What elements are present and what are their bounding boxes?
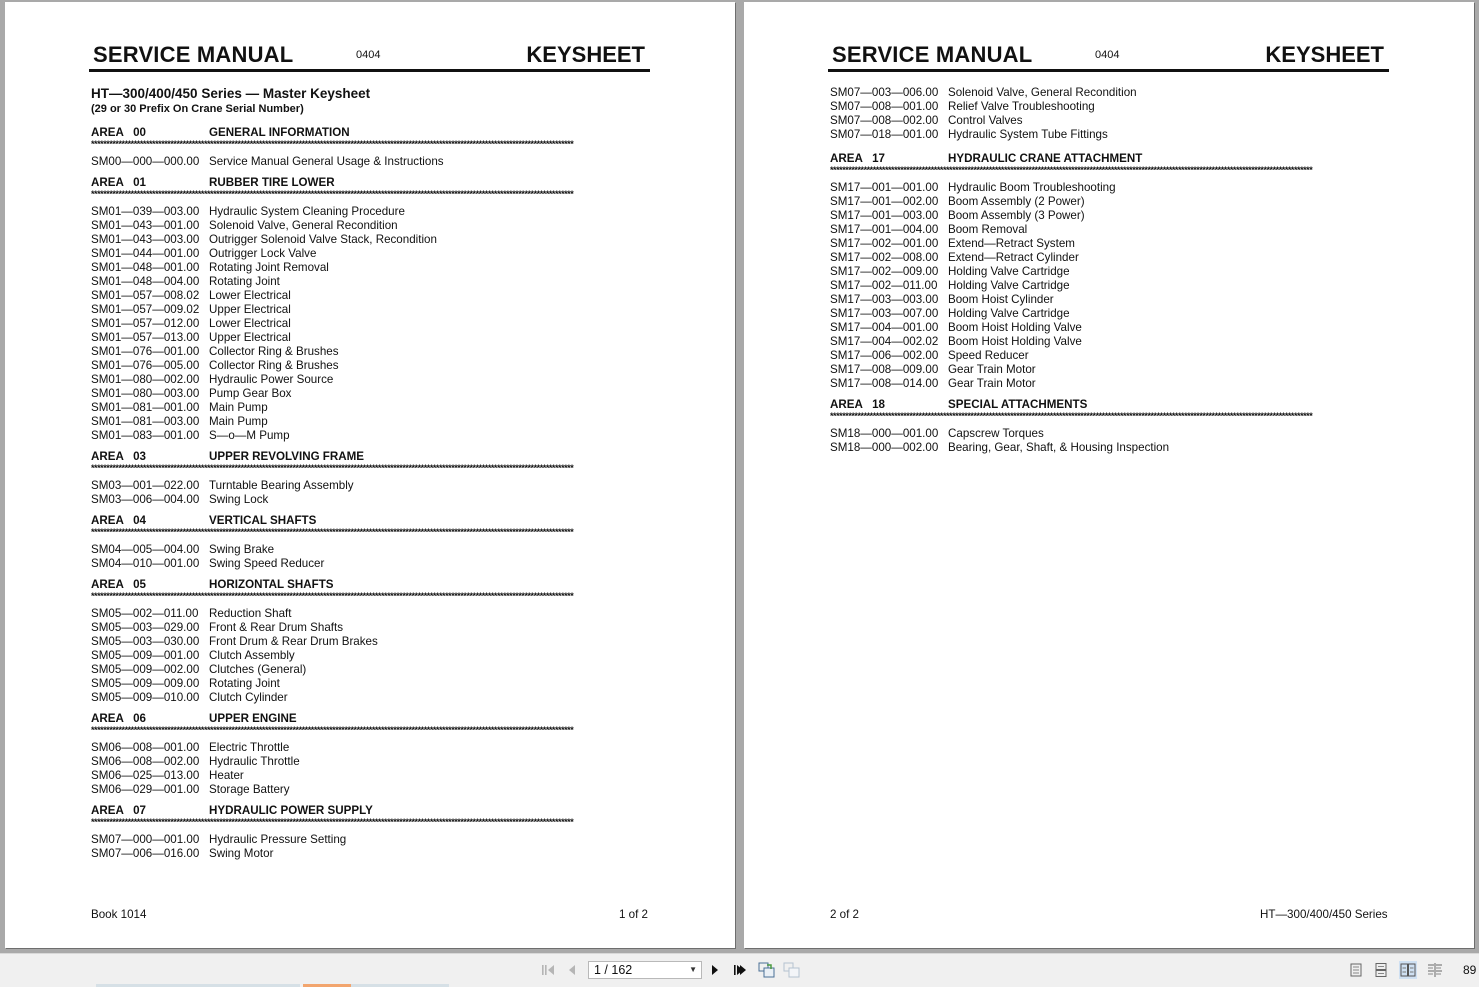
entry-code: SM07—003—006.00	[830, 86, 939, 99]
area-name: SPECIAL ATTACHMENTS	[948, 398, 1088, 411]
entry-code: SM01—039—003.00	[91, 205, 200, 218]
entry-code: SM17—004—002.02	[830, 335, 939, 348]
keysheet-entry	[830, 100, 1390, 114]
entry-title: Heater	[209, 769, 244, 782]
area-heading	[91, 804, 651, 818]
keysheet-entry	[91, 415, 651, 429]
asterisk-divider: **************************************************************************************************************************************************************	[91, 464, 574, 473]
entry-title: Clutches (General)	[209, 663, 307, 676]
keysheet-entry	[91, 373, 651, 387]
asterisk-divider: **************************************************************************************************************************************************************	[91, 140, 574, 149]
entry-code: SM17—001—003.00	[830, 209, 939, 222]
keysheet-entry	[91, 479, 651, 493]
header-service-manual: SERVICE MANUAL	[832, 42, 1033, 67]
asterisk-divider: **************************************************************************************************************************************************************	[830, 412, 1313, 421]
entry-title: Hydraulic Throttle	[209, 755, 300, 768]
entry-title: Speed Reducer	[948, 349, 1029, 362]
pdf-page-1	[5, 2, 735, 948]
entry-title: Rotating Joint	[209, 677, 280, 690]
entry-code: SM05—003—030.00	[91, 635, 200, 648]
entry-title: Control Valves	[948, 114, 1023, 127]
entry-title: Hydraulic Power Source	[209, 373, 334, 386]
next-view-icon[interactable]	[783, 962, 801, 978]
entry-title: Boom Hoist Holding Valve	[948, 335, 1082, 348]
entry-title: Clutch Assembly	[209, 649, 295, 662]
entry-title: Bearing, Gear, Shaft, & Housing Inspection	[948, 441, 1170, 454]
keysheet-entry	[830, 349, 1390, 363]
entry-code: SM01—076—005.00	[91, 359, 200, 372]
entry-title: Front Drum & Rear Drum Brakes	[209, 635, 378, 648]
pdf-page-2	[744, 2, 1474, 948]
entry-title: Gear Train Motor	[948, 377, 1036, 390]
area-section	[91, 712, 651, 797]
keysheet-entry	[830, 363, 1390, 377]
area-section	[830, 398, 1390, 455]
entry-code: SM01—080—003.00	[91, 387, 200, 400]
entry-code: SM01—076—001.00	[91, 345, 200, 358]
entry-title: Boom Assembly (3 Power)	[948, 209, 1085, 222]
keysheet-entry	[830, 427, 1390, 441]
keysheet-entry	[91, 607, 651, 621]
entry-code: SM07—018—001.00	[830, 128, 939, 141]
entry-title: Extend—Retract Cylinder	[948, 251, 1079, 264]
entry-code: SM05—009—010.00	[91, 691, 200, 704]
entry-code: SM01—043—003.00	[91, 233, 200, 246]
entry-title: Boom Hoist Holding Valve	[948, 321, 1082, 334]
asterisk-divider: **************************************************************************************************************************************************************	[91, 190, 574, 199]
entry-title: Front & Rear Drum Shafts	[209, 621, 344, 634]
entry-title: Relief Valve Troubleshooting	[948, 100, 1095, 113]
entry-title: Turntable Bearing Assembly	[209, 479, 354, 492]
entry-title: Swing Lock	[209, 493, 269, 506]
entry-code: SM00—000—000.00	[91, 155, 200, 168]
keysheet-entry	[830, 293, 1390, 307]
entry-code: SM17—006—002.00	[830, 349, 939, 362]
keysheet-entry	[830, 279, 1390, 293]
keysheet-entry	[91, 543, 651, 557]
entry-title: Hydraulic Pressure Setting	[209, 833, 347, 846]
area-section	[91, 804, 651, 861]
entry-title: Holding Valve Cartridge	[948, 265, 1070, 278]
continued-items	[830, 86, 1390, 142]
entry-code: SM17—002—008.00	[830, 251, 939, 264]
keysheet-entry	[91, 331, 651, 345]
entry-code: SM06—008—002.00	[91, 755, 200, 768]
area-section	[91, 514, 651, 571]
area-heading	[830, 398, 1390, 412]
area-number: AREA 01	[91, 176, 146, 189]
area-number: AREA 07	[91, 804, 146, 817]
area-number: AREA 17	[830, 152, 885, 165]
area-number: AREA 05	[91, 578, 146, 591]
keysheet-entry	[91, 429, 651, 443]
page-2-content	[830, 86, 1390, 462]
asterisk-divider: **************************************************************************************************************************************************************	[91, 726, 574, 735]
entry-title: Collector Ring & Brushes	[209, 345, 339, 358]
entry-title: Hydraulic System Cleaning Procedure	[209, 205, 405, 218]
entry-code: SM17—002—009.00	[830, 265, 939, 278]
entry-title: Lower Electrical	[209, 289, 291, 302]
entry-title: Solenoid Valve, General Recondition	[209, 219, 398, 232]
entry-code: SM07—006—016.00	[91, 847, 200, 860]
entry-title: Rotating Joint	[209, 275, 280, 288]
footer-page-number: 2 of 2	[830, 908, 860, 921]
keysheet-entry	[830, 265, 1390, 279]
keysheet-entry	[830, 441, 1390, 455]
area-number: AREA 00	[91, 126, 146, 139]
area-heading	[91, 578, 651, 592]
keysheet-entry	[91, 847, 651, 861]
single-page-view-icon[interactable]	[1347, 961, 1365, 979]
entry-code: SM06—029—001.00	[91, 783, 200, 796]
entry-code: SM05—003—029.00	[91, 621, 200, 634]
entry-code: SM01—044—001.00	[91, 247, 200, 260]
footer-page-number: 1 of 2	[619, 908, 649, 921]
keysheet-entry	[91, 755, 651, 769]
entry-title: Clutch Cylinder	[209, 691, 288, 704]
entry-title: Upper Electrical	[209, 331, 291, 344]
entry-title: Outrigger Solenoid Valve Stack, Recondition	[209, 233, 437, 246]
page-header	[89, 42, 650, 72]
keysheet-entry	[91, 621, 651, 635]
area-name: GENERAL INFORMATION	[209, 126, 350, 139]
entry-code: SM04—005—004.00	[91, 543, 200, 556]
document-title: HT—300/400/450 Series — Master Keysheet	[91, 86, 371, 101]
entry-code: SM01—057—008.02	[91, 289, 200, 302]
entry-title: Upper Electrical	[209, 303, 291, 316]
previous-view-icon[interactable]	[758, 962, 776, 978]
keysheet-entry	[91, 205, 651, 219]
entry-code: SM01—048—004.00	[91, 275, 200, 288]
keysheet-entry	[830, 307, 1390, 321]
asterisk-divider: **************************************************************************************************************************************************************	[91, 592, 574, 601]
area-name: HORIZONTAL SHAFTS	[209, 578, 334, 591]
keysheet-entry	[830, 114, 1390, 128]
entry-code: SM07—008—002.00	[830, 114, 939, 127]
first-page-icon[interactable]	[540, 962, 556, 978]
keysheet-entry	[830, 181, 1390, 195]
header-code: 0404	[1095, 49, 1120, 61]
entry-title: Holding Valve Cartridge	[948, 279, 1070, 292]
keysheet-entry	[830, 251, 1390, 265]
entry-code: SM06—008—001.00	[91, 741, 200, 754]
area-section	[91, 176, 651, 443]
area-heading	[91, 514, 651, 528]
asterisk-divider: **************************************************************************************************************************************************************	[91, 818, 574, 827]
entry-code: SM01—057—013.00	[91, 331, 200, 344]
area-list	[91, 126, 651, 861]
entry-title: Solenoid Valve, General Recondition	[948, 86, 1137, 99]
keysheet-entry	[830, 209, 1390, 223]
page-header	[828, 42, 1389, 72]
entry-code: SM01—057—009.02	[91, 303, 200, 316]
area-name: UPPER REVOLVING FRAME	[209, 450, 365, 463]
keysheet-entry	[91, 345, 651, 359]
area-heading	[830, 152, 1390, 166]
area-heading	[91, 126, 651, 140]
area-heading	[91, 450, 651, 464]
entry-title: Storage Battery	[209, 783, 290, 796]
area-list	[830, 152, 1390, 455]
entry-title: Main Pump	[209, 401, 268, 414]
asterisk-divider: **************************************************************************************************************************************************************	[91, 528, 574, 537]
header-code: 0404	[356, 49, 381, 61]
keysheet-entry	[91, 691, 651, 705]
entry-code: SM05—009—001.00	[91, 649, 200, 662]
keysheet-entry	[91, 303, 651, 317]
entry-code: SM03—006—004.00	[91, 493, 200, 506]
entry-title: Swing Motor	[209, 847, 274, 860]
keysheet-entry	[91, 649, 651, 663]
entry-code: SM05—002—011.00	[91, 607, 199, 620]
keysheet-entry	[830, 237, 1390, 251]
entry-code: SM17—008—009.00	[830, 363, 939, 376]
entry-title: Gear Train Motor	[948, 363, 1036, 376]
entry-code: SM05—009—002.00	[91, 663, 200, 676]
keysheet-entry	[91, 833, 651, 847]
keysheet-entry	[91, 289, 651, 303]
entry-code: SM17—002—011.00	[830, 279, 938, 292]
keysheet-entry	[91, 387, 651, 401]
entry-title: Hydraulic System Tube Fittings	[948, 128, 1108, 141]
keysheet-entry	[91, 219, 651, 233]
keysheet-entry	[91, 677, 651, 691]
entry-code: SM01—081—001.00	[91, 401, 200, 414]
area-section	[830, 152, 1390, 391]
entry-title: Collector Ring & Brushes	[209, 359, 339, 372]
entry-code: SM03—001—022.00	[91, 479, 200, 492]
footer-book: Book 1014	[91, 908, 147, 921]
entry-code: SM17—002—001.00	[830, 237, 939, 250]
entry-title: Extend—Retract System	[948, 237, 1075, 250]
page-number-value: 1 / 162	[594, 963, 633, 977]
entry-code: SM17—008—014.00	[830, 377, 939, 390]
keysheet-entry	[91, 275, 651, 289]
entry-code: SM18—000—002.00	[830, 441, 939, 454]
entry-title: Main Pump	[209, 415, 268, 428]
keysheet-entry	[91, 233, 651, 247]
entry-code: SM01—080—002.00	[91, 373, 200, 386]
continuous-facing-view-icon[interactable]	[1426, 961, 1444, 979]
keysheet-entry	[830, 195, 1390, 209]
entry-title: Outrigger Lock Valve	[209, 247, 317, 260]
keysheet-entry	[91, 359, 651, 373]
last-page-icon[interactable]	[732, 962, 748, 978]
entry-title: Lower Electrical	[209, 317, 291, 330]
area-number: AREA 18	[830, 398, 885, 411]
area-number: AREA 03	[91, 450, 146, 463]
asterisk-divider: **************************************************************************************************************************************************************	[830, 166, 1313, 175]
entry-title: Capscrew Torques	[948, 427, 1044, 440]
keysheet-entry	[91, 401, 651, 415]
keysheet-entry	[91, 317, 651, 331]
entry-code: SM17—001—001.00	[830, 181, 939, 194]
area-number: AREA 04	[91, 514, 146, 527]
entry-title: Boom Removal	[948, 223, 1028, 236]
keysheet-entry	[830, 377, 1390, 391]
entry-title: Hydraulic Boom Troubleshooting	[948, 181, 1116, 194]
area-name: RUBBER TIRE LOWER	[209, 176, 335, 189]
entry-code: SM04—010—001.00	[91, 557, 200, 570]
keysheet-entry	[91, 741, 651, 755]
entry-code: SM05—009—009.00	[91, 677, 200, 690]
entry-code: SM18—000—001.00	[830, 427, 939, 440]
document-subtitle: (29 or 30 Prefix On Crane Serial Number)	[91, 103, 304, 115]
entry-title: Boom Assembly (2 Power)	[948, 195, 1085, 208]
header-service-manual: SERVICE MANUAL	[93, 42, 294, 67]
previous-page-icon[interactable]	[565, 962, 579, 978]
keysheet-entry	[91, 155, 651, 169]
entry-title: Swing Speed Reducer	[209, 557, 325, 570]
entry-code: SM06—025—013.00	[91, 769, 200, 782]
area-name: HYDRAULIC CRANE ATTACHMENT	[948, 152, 1143, 165]
keysheet-entry	[91, 769, 651, 783]
header-keysheet: KEYSHEET	[526, 42, 645, 67]
entry-code: SM17—003—003.00	[830, 293, 939, 306]
area-section	[91, 126, 651, 169]
zoom-level[interactable]: 89	[1463, 963, 1477, 977]
page-number-field[interactable]	[588, 961, 702, 979]
entry-code: SM01—083—001.00	[91, 429, 200, 442]
keysheet-entry	[830, 321, 1390, 335]
next-page-icon[interactable]	[708, 962, 722, 978]
area-name: UPPER ENGINE	[209, 712, 297, 725]
keysheet-entry	[830, 128, 1390, 142]
entry-code: SM01—043—001.00	[91, 219, 200, 232]
entry-code: SM01—057—012.00	[91, 317, 200, 330]
keysheet-entry	[91, 261, 651, 275]
keysheet-entry	[91, 635, 651, 649]
entry-title: Boom Hoist Cylinder	[948, 293, 1054, 306]
header-keysheet: KEYSHEET	[1265, 42, 1384, 67]
entry-code: SM07—000—001.00	[91, 833, 200, 846]
entry-code: SM01—081—003.00	[91, 415, 200, 428]
entry-code: SM17—001—004.00	[830, 223, 939, 236]
entry-title: Electric Throttle	[209, 741, 290, 754]
entry-code: SM17—001—002.00	[830, 195, 939, 208]
entry-title: Swing Brake	[209, 543, 275, 556]
entry-code: SM17—003—007.00	[830, 307, 939, 320]
entry-title: S—o—M Pump	[209, 429, 290, 442]
viewer-toolbar	[0, 953, 1479, 987]
entry-code: SM01—048—001.00	[91, 261, 200, 274]
footer-series: HT—300/400/450 Series	[1260, 908, 1388, 921]
chevron-down-icon[interactable]: ▼	[689, 965, 697, 974]
continuous-view-icon[interactable]	[1372, 961, 1390, 979]
page-1-content	[91, 86, 651, 868]
entry-title: Holding Valve Cartridge	[948, 307, 1070, 320]
area-heading	[91, 176, 651, 190]
entry-code: SM17—004—001.00	[830, 321, 939, 334]
entry-title: Pump Gear Box	[209, 387, 292, 400]
area-section	[91, 578, 651, 705]
keysheet-entry	[830, 223, 1390, 237]
entry-code: SM07—008—001.00	[830, 100, 939, 113]
area-heading	[91, 712, 651, 726]
keysheet-entry	[91, 783, 651, 797]
keysheet-entry	[91, 493, 651, 507]
entry-title: Rotating Joint Removal	[209, 261, 329, 274]
keysheet-entry	[830, 335, 1390, 349]
area-name: HYDRAULIC POWER SUPPLY	[209, 804, 373, 817]
entry-title: Service Manual General Usage & Instructions	[209, 155, 444, 168]
keysheet-entry	[830, 86, 1390, 100]
facing-pages-view-icon[interactable]	[1399, 961, 1417, 979]
area-name: VERTICAL SHAFTS	[209, 514, 317, 527]
keysheet-entry	[91, 557, 651, 571]
area-number: AREA 06	[91, 712, 146, 725]
keysheet-entry	[91, 247, 651, 261]
keysheet-entry	[91, 663, 651, 677]
area-section	[91, 450, 651, 507]
entry-title: Reduction Shaft	[209, 607, 292, 620]
